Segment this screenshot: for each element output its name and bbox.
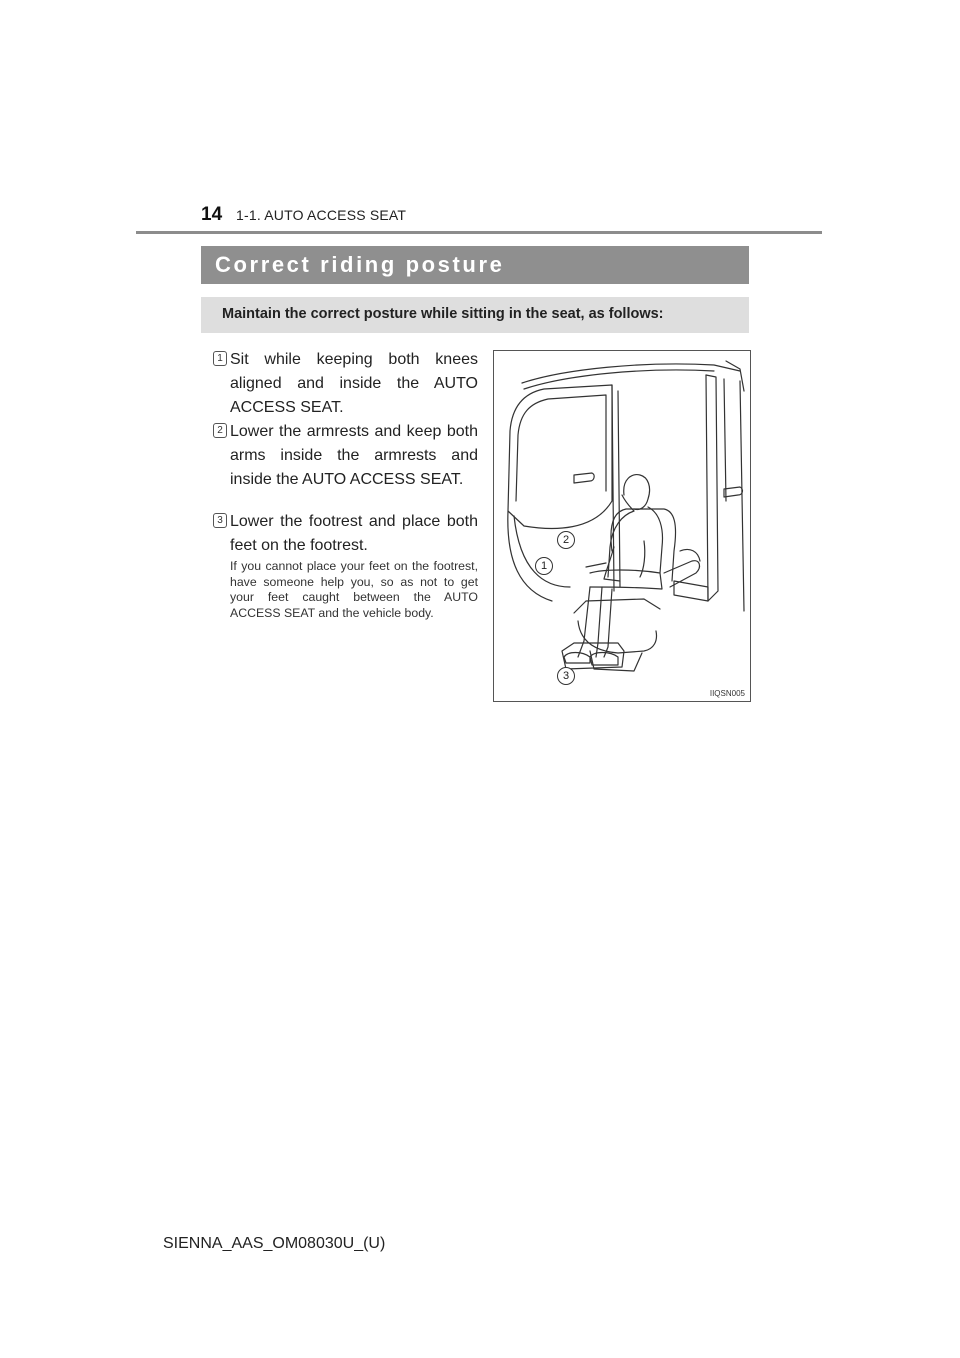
step-text-1: Sit while keeping both knees aligned and inside the AUTO ACCESS SEAT. (230, 351, 478, 416)
caution-note: If you cannot place your feet on the footrest, have someone help you, so as not to get your feet caught between the AUTO ACCESS SEAT and the vehicle body. (230, 559, 478, 620)
vehicle-seat-drawing (494, 351, 750, 701)
subheading-bar (201, 297, 749, 333)
step-number-2: 2 (213, 423, 227, 438)
step-number-1: 1 (213, 351, 227, 366)
callout-1: 1 (535, 557, 553, 575)
subheading: Maintain the correct posture while sitting in the seat, as follows: (222, 306, 664, 322)
callout-2: 2 (557, 531, 575, 549)
callout-3: 3 (557, 667, 575, 685)
step-number-3: 3 (213, 513, 227, 528)
section-label: 1-1. AUTO ACCESS SEAT (236, 207, 407, 223)
page-number: 14 (201, 204, 223, 225)
step-text-3: Lower the footrest and place both feet on the footrest. (230, 513, 478, 554)
page-title: Correct riding posture (215, 252, 505, 277)
step-text-2: Lower the armrests and keep both arms inside the armrests and inside the AUTO ACCESS SEAT. (230, 423, 478, 488)
seat-illustration (493, 350, 751, 702)
footer-code: SIENNA_AAS_OM08030U_(U) (163, 1235, 386, 1252)
title-bar (201, 246, 749, 284)
header-rule (136, 231, 822, 234)
figure-code: IIQSN005 (709, 689, 745, 698)
